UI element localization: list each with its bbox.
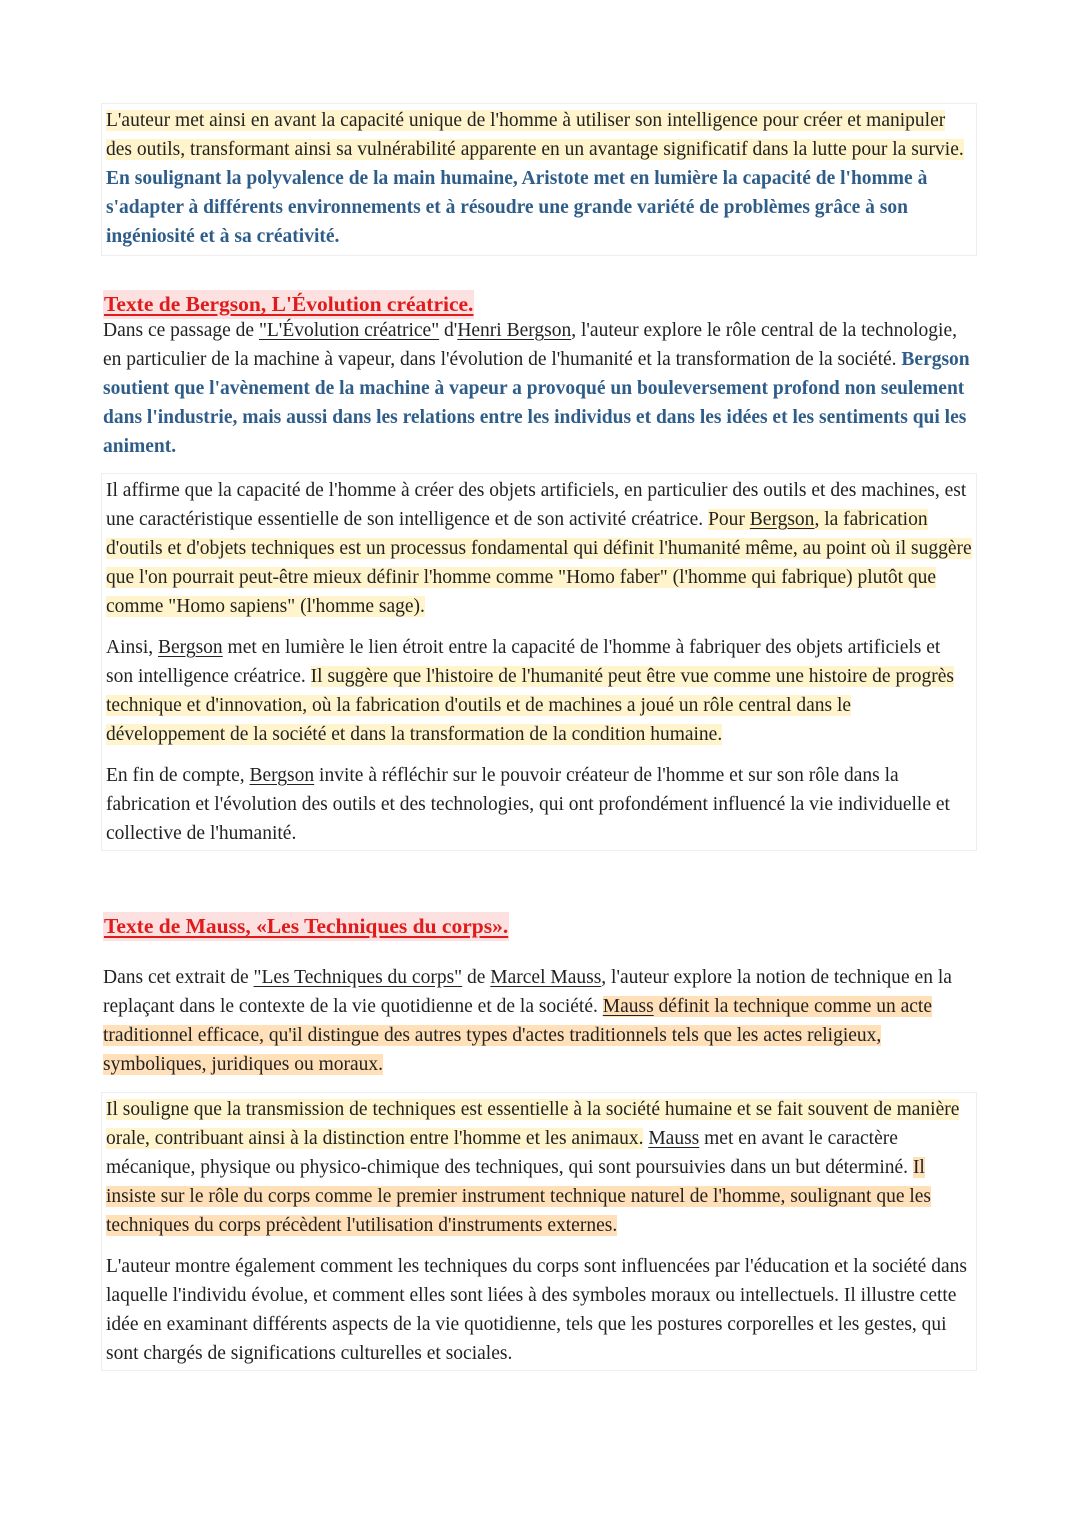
highlighted-text: Il suggère que l'histoire de l'humanité peut être vue comme une histoire de progrès technique et d'innovation, où la fabrication d'outils et de machines a joué un rôle central dans le développement de la société et dans la transformation de la condition humaine. (106, 666, 954, 745)
author-link[interactable]: Bergson (749, 509, 815, 530)
highlighted-text: Mauss définit la technique comme un acte traditionnel efficace, qu'il distingue des autres types d'actes traditionnels tels que les actes religieux, symboliques, juridiques ou moraux. (103, 996, 932, 1075)
author-link[interactable]: Bergson (249, 765, 315, 786)
bergson-paragraph-3: En fin de compte, Bergson invite à réfléchir sur le pouvoir créateur de l'homme et sur son rôle dans la fabrication et l'évolution des outils et des technologies, qui ont profondément influencé la vie individuelle et collective de l'humanité. (106, 765, 950, 844)
bergson-heading: Texte de Bergson, L'Évolution créatrice. (103, 290, 474, 319)
mauss-heading: Texte de Mauss, «Les Techniques du corps». (103, 912, 509, 941)
author-link[interactable]: Henri Bergson (457, 320, 572, 341)
bergson-intro (103, 316, 979, 461)
bergson-paragraph-1: Il affirme que la capacité de l'homme à créer des objets artificiels, en particulier des outils et des machines, est une caractéristique essentielle de son intelligence et de son activité créatrice. Pour Bergson, la fabrication d'outils et d'objets techniques est un processus fondamental qui définit l'humanité même, au point où il suggère que l'on pourrait peut-être mieux définir l'homme comme "Homo faber" (l'homme qui fabrique) plutôt que comme "Homo sapiens" (l'homme sage). (106, 480, 972, 617)
highlighted-text: L'auteur met ainsi en avant la capacité unique de l'homme à utiliser son intelligence pour créer et manipuler des outils, transformant ainsi sa vulnérabilité apparente en un avantage significatif dans la lutte pour la survie. (106, 110, 964, 160)
author-link[interactable]: Mauss (602, 996, 654, 1017)
mauss-analysis-box (101, 1092, 977, 1371)
mauss-paragraph-1: Il souligne que la transmission de techniques est essentielle à la société humaine et se fait souvent de manière orale, contribuant ainsi à la distinction entre l'homme et les animaux. Mauss met en avant le caractère mécanique, physique ou physico-chimique des techniques, qui sont poursuivies dans un but déterminé. Il insiste sur le rôle du corps comme le premier instrument technique naturel de l'homme, soulignant que les techniques du corps précèdent l'utilisation d'instruments externes. (106, 1099, 960, 1236)
author-link[interactable]: Bergson (158, 637, 223, 658)
work-title-link[interactable]: "Les Techniques du corps" (253, 967, 463, 988)
author-link[interactable]: Mauss (648, 1128, 700, 1149)
bergson-paragraph-2: Ainsi, Bergson met en lumière le lien étroit entre la capacité de l'homme à fabriquer des objets artificiels et son intelligence créatrice. Il suggère que l'histoire de l'humanité peut être vue comme une histoire de progrès technique et d'innovation, où la fabrication d'outils et de machines a joué un rôle central dans le développement de la société et dans la transformation de la condition humaine. (106, 637, 954, 745)
highlighted-text: Pour Bergson, la fabrication d'outils et d'objets techniques est un processus fondamental qui définit l'humanité même, au point où il suggère que l'on pourrait peut-être mieux définir l'homme comme "Homo faber" (l'homme qui fabrique) plutôt que comme "Homo sapiens" (l'homme sage). (106, 509, 972, 617)
author-link[interactable]: Marcel Mauss (490, 967, 602, 988)
highlighted-text: Il souligne que la transmission de techniques est essentielle à la société humaine et se fait souvent de manière orale, contribuant ainsi à la distinction entre l'homme et les animaux. (106, 1099, 960, 1149)
emphasized-text: En soulignant la polyvalence de la main humaine, Aristote met en lumière la capacité de l'homme à s'adapter à différents environnements et à résoudre une grande variété de problèmes grâce à son ingéniosité et à sa créativité. (106, 168, 928, 247)
mauss-paragraph-2: L'auteur montre également comment les techniques du corps sont influencées par l'éducation et la société dans laquelle l'individu évolue, et comment elles sont liées à des symboles moraux ou intellectuels. Il illustre cette idée en examinant différents aspects de la vie quotidienne, tels que les postures corporelles et les gestes, qui sont chargés de significations culturelles et sociales. (106, 1256, 967, 1364)
aristote-conclusion-box (101, 103, 977, 256)
emphasized-text: Bergson soutient que l'avènement de la machine à vapeur a provoqué un bouleversement profond non seulement dans l'industrie, mais aussi dans les relations entre les individus et dans les idées et les sentiments qui les animent. (103, 349, 970, 457)
highlighted-text: Il insiste sur le rôle du corps comme le premier instrument technique naturel de l'homme, soulignant que les techniques du corps précèdent l'utilisation d'instruments externes. (106, 1157, 932, 1236)
work-title-link[interactable]: "L'Évolution créatrice" (258, 320, 440, 341)
bergson-analysis-box (101, 473, 977, 851)
aristote-paragraph (106, 106, 972, 251)
mauss-intro (103, 963, 979, 1079)
bergson-intro-paragraph: Dans ce passage de "L'Évolution créatrice" d'Henri Bergson, l'auteur explore le rôle central de la technologie, en particulier de la machine à vapeur, dans l'évolution de l'humanité et la transformation de la société. Bergson soutient que l'avènement de la machine à vapeur a provoqué un bouleversement profond non seulement dans l'industrie, mais aussi dans les relations entre les individus et dans les idées et les sentiments qui les animent. (103, 320, 970, 457)
mauss-intro-paragraph: Dans cet extrait de "Les Techniques du corps" de Marcel Mauss, l'auteur explore la notion de technique en la replaçant dans le contexte de la vie quotidienne et de la société. Mauss définit la technique comme un acte traditionnel efficace, qu'il distingue des autres types d'actes traditionnels tels que les actes religieux, symboliques, juridiques ou moraux. (103, 967, 952, 1075)
